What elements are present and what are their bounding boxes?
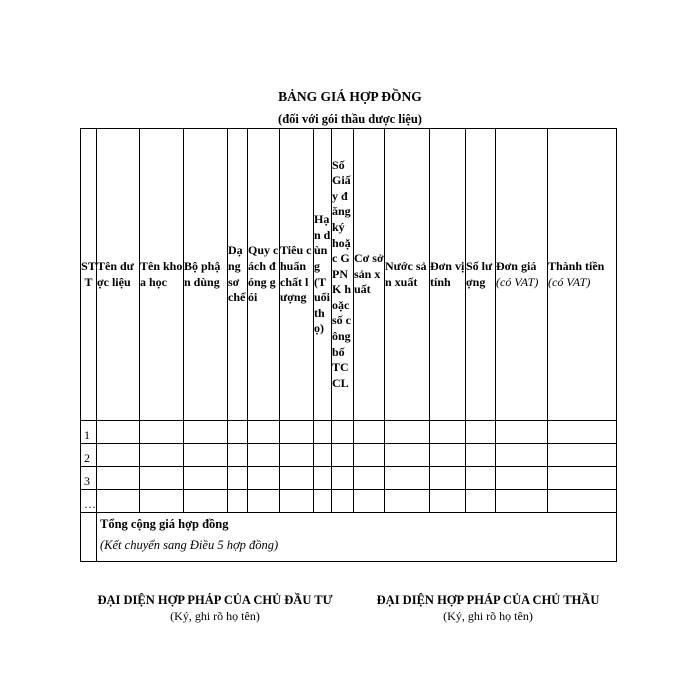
investor-signature-title: ĐẠI DIỆN HỢP PHÁP CỦA CHỦ ĐẦU TƯ	[97, 593, 333, 607]
table-row	[81, 421, 617, 444]
header-don-vi-tinh: Đơn vị tính	[430, 129, 466, 421]
investor-signature-block	[80, 593, 350, 624]
header-so-dang-ky: Số Giấy đăng ký hoặc GPNK hoặc số công bố TCCL	[332, 129, 354, 421]
header-don-gia: Đơn giá (có VAT)	[496, 129, 548, 421]
header-bo-phan-dung: Bộ phận dùng	[184, 129, 228, 421]
header-tieu-chuan: Tiêu chuẩn chất lượng	[280, 129, 314, 421]
total-row	[81, 513, 617, 562]
header-ten-khoa-hoc: Tên khoa học	[140, 129, 184, 421]
carry-over-note: (Kết chuyển sang Điều 5 hợp đồng)	[100, 538, 279, 552]
row-number: 3	[81, 467, 97, 490]
row-number: 1	[81, 421, 97, 444]
total-stt-cell	[81, 513, 97, 562]
header-han-dung: Hạn dùng (Tuổi thọ)	[314, 129, 332, 421]
header-so-luong: Số lượng	[466, 129, 496, 421]
contract-price-table	[80, 128, 617, 562]
investor-signature-note: (Ký, ghi rõ họ tên)	[170, 609, 260, 623]
header-stt: STT	[81, 129, 97, 421]
table-row	[81, 467, 617, 490]
header-dang-so-che: Dạng sơ chế	[228, 129, 248, 421]
document-subtitle: (đối với gói thầu dược liệu)	[278, 112, 422, 126]
header-ten-duoc-lieu: Tên dược liệu	[97, 129, 140, 421]
contractor-signature-title: ĐẠI DIỆN HỢP PHÁP CỦA CHỦ THẦU	[376, 593, 600, 607]
row-number: 2	[81, 444, 97, 467]
header-thanh-tien: Thành tiền (có VAT)	[548, 129, 617, 421]
contractor-signature-note: (Ký, ghi rõ họ tên)	[443, 609, 533, 623]
header-nuoc-san-xuat: Nước sản xuất	[385, 129, 430, 421]
header-co-so-san-xuat: Cơ sở sản xuất	[354, 129, 385, 421]
header-row	[81, 129, 617, 421]
total-label: Tổng cộng giá hợp đồng	[100, 517, 229, 531]
total-cell	[97, 513, 617, 562]
row-number: …	[81, 490, 97, 513]
table-row	[81, 444, 617, 467]
document-title: BẢNG GIÁ HỢP ĐỒNG	[278, 89, 422, 104]
header-quy-cach: Quy cách đóng gói	[248, 129, 280, 421]
table-row	[81, 490, 617, 513]
contractor-signature-block	[360, 593, 616, 624]
